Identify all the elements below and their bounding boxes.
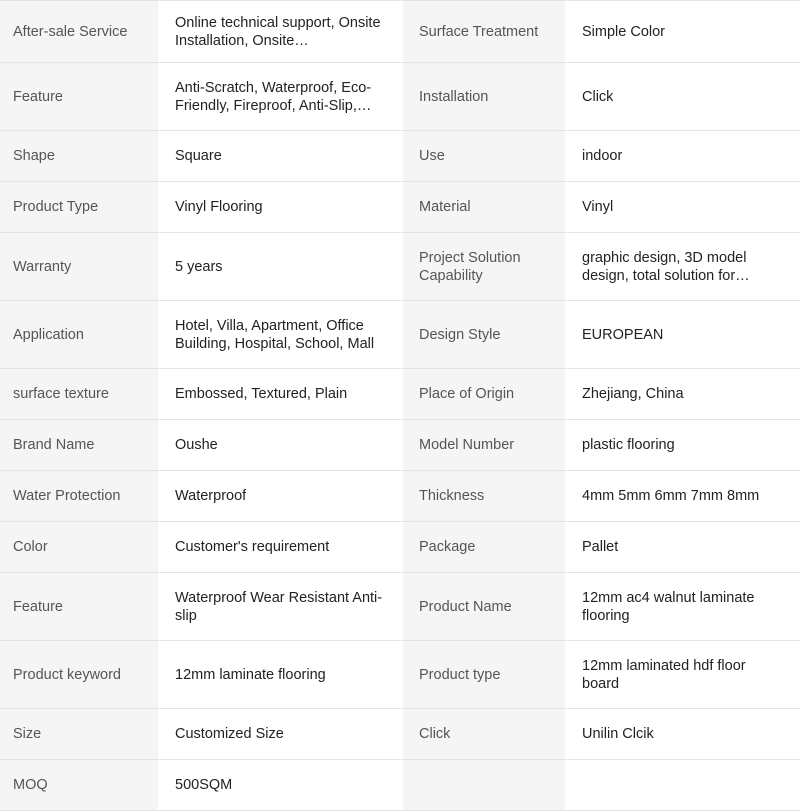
spec-label: MOQ — [13, 777, 48, 793]
spec-value-cell — [565, 522, 800, 573]
spec-label: Thickness — [419, 488, 485, 504]
spec-label: Water Protection — [13, 488, 121, 504]
spec-label: Brand Name — [13, 437, 95, 453]
spec-value: Oushe — [175, 437, 218, 453]
spec-label-cell — [0, 369, 158, 420]
spec-value-cell — [158, 420, 403, 471]
spec-label: Product type — [419, 666, 501, 683]
spec-label-cell — [0, 641, 158, 709]
spec-label-cell — [0, 63, 158, 131]
spec-value-cell — [565, 63, 800, 131]
spec-value-cell — [158, 1, 403, 63]
spec-value-cell — [158, 573, 403, 641]
spec-label-cell — [403, 573, 565, 641]
spec-label-cell — [403, 63, 565, 131]
spec-value: Embossed, Textured, Plain — [175, 386, 348, 402]
spec-value: Customized Size — [175, 726, 284, 742]
spec-label: Design Style — [419, 326, 501, 343]
spec-value: Simple Color — [582, 23, 665, 40]
spec-value-cell — [158, 233, 403, 301]
spec-label: Size — [13, 726, 42, 742]
spec-label: Color — [13, 539, 48, 555]
spec-value-cell — [565, 1, 800, 63]
spec-value: Anti-Scratch, Waterproof, Eco-Friendly, Fireproof, Anti-Slip,… — [175, 79, 372, 114]
spec-value: Square — [175, 148, 222, 164]
spec-label: Shape — [13, 148, 55, 164]
spec-label-cell — [403, 471, 565, 522]
spec-value: EUROPEAN — [582, 326, 664, 343]
spec-label-cell — [0, 182, 158, 233]
spec-label: Product keyword — [13, 666, 121, 683]
spec-value-cell — [565, 641, 800, 709]
spec-value-cell — [158, 760, 403, 811]
spec-label: Package — [419, 539, 476, 555]
spec-value-cell — [158, 709, 403, 760]
spec-value-cell — [158, 131, 403, 182]
spec-value-cell — [565, 760, 800, 811]
spec-value: Click — [582, 88, 614, 105]
spec-label: Project Solution Capability — [419, 249, 521, 284]
spec-value: 12mm ac4 walnut laminate flooring — [582, 589, 755, 624]
spec-label: Click — [419, 726, 451, 742]
spec-label: Model Number — [419, 437, 515, 453]
spec-value-cell — [158, 182, 403, 233]
spec-value: graphic design, 3D model design, total solution for… — [582, 249, 750, 284]
spec-label-cell — [403, 709, 565, 760]
spec-label: Feature — [13, 598, 63, 615]
spec-value-cell — [158, 641, 403, 709]
spec-label-cell — [0, 301, 158, 369]
spec-label: Product Name — [419, 598, 512, 615]
spec-value: plastic flooring — [582, 437, 675, 453]
spec-value: Hotel, Villa, Apartment, Office Building, Hospital, School, Mall — [175, 317, 375, 352]
spec-value-cell — [158, 301, 403, 369]
spec-label-cell — [403, 182, 565, 233]
spec-value-cell — [565, 709, 800, 760]
spec-label-cell — [403, 522, 565, 573]
spec-value-cell — [565, 420, 800, 471]
spec-value: Unilin Clcik — [582, 726, 654, 742]
spec-value: 12mm laminate flooring — [175, 666, 326, 683]
spec-label: Application — [13, 326, 84, 343]
spec-value: 4mm 5mm 6mm 7mm 8mm — [582, 488, 760, 504]
spec-label: After-sale Service — [13, 23, 128, 40]
spec-value-cell — [158, 369, 403, 420]
spec-value-cell — [565, 233, 800, 301]
spec-value: 5 years — [175, 258, 223, 275]
spec-value-cell — [158, 471, 403, 522]
spec-label-cell — [403, 760, 565, 811]
spec-label: Surface Treatment — [419, 23, 539, 40]
spec-label-cell — [0, 233, 158, 301]
spec-label: surface texture — [13, 386, 109, 402]
spec-label-cell — [0, 709, 158, 760]
spec-label-cell — [0, 471, 158, 522]
spec-label-cell — [403, 301, 565, 369]
spec-label-cell — [403, 233, 565, 301]
spec-value: indoor — [582, 148, 623, 164]
spec-value: Waterproof Wear Resistant Anti-slip — [175, 589, 383, 624]
spec-value: 500SQM — [175, 777, 233, 793]
spec-label-cell — [403, 131, 565, 182]
spec-label-cell — [403, 641, 565, 709]
spec-value-cell — [565, 301, 800, 369]
spec-value: Vinyl — [582, 199, 614, 215]
spec-value-cell — [565, 573, 800, 641]
spec-label-cell — [403, 1, 565, 63]
spec-value-cell — [158, 63, 403, 131]
spec-label-cell — [0, 760, 158, 811]
spec-value: Vinyl Flooring — [175, 199, 263, 215]
spec-value-cell — [565, 182, 800, 233]
spec-label-cell — [0, 420, 158, 471]
spec-label: Use — [419, 148, 445, 164]
spec-label-cell — [0, 522, 158, 573]
spec-value-cell — [565, 471, 800, 522]
spec-label-cell — [403, 420, 565, 471]
spec-value-cell — [565, 369, 800, 420]
spec-value: Pallet — [582, 539, 619, 555]
spec-label: Product Type — [13, 199, 99, 215]
spec-value: Customer's requirement — [175, 539, 330, 555]
spec-label: Place of Origin — [419, 386, 515, 402]
spec-value: Waterproof — [175, 488, 247, 504]
spec-value-cell — [158, 522, 403, 573]
spec-value-cell — [565, 131, 800, 182]
spec-value: 12mm laminated hdf floor board — [582, 657, 746, 692]
spec-label: Material — [419, 199, 471, 215]
spec-label: Feature — [13, 88, 63, 105]
spec-label-cell — [0, 131, 158, 182]
spec-value: Zhejiang, China — [582, 386, 684, 402]
spec-label: Installation — [419, 88, 489, 105]
spec-label: Warranty — [13, 258, 72, 275]
spec-label-cell — [0, 573, 158, 641]
spec-value: Online technical support, Onsite Installation, Onsite… — [175, 14, 381, 49]
spec-label-cell — [0, 1, 158, 63]
spec-label-cell — [403, 369, 565, 420]
